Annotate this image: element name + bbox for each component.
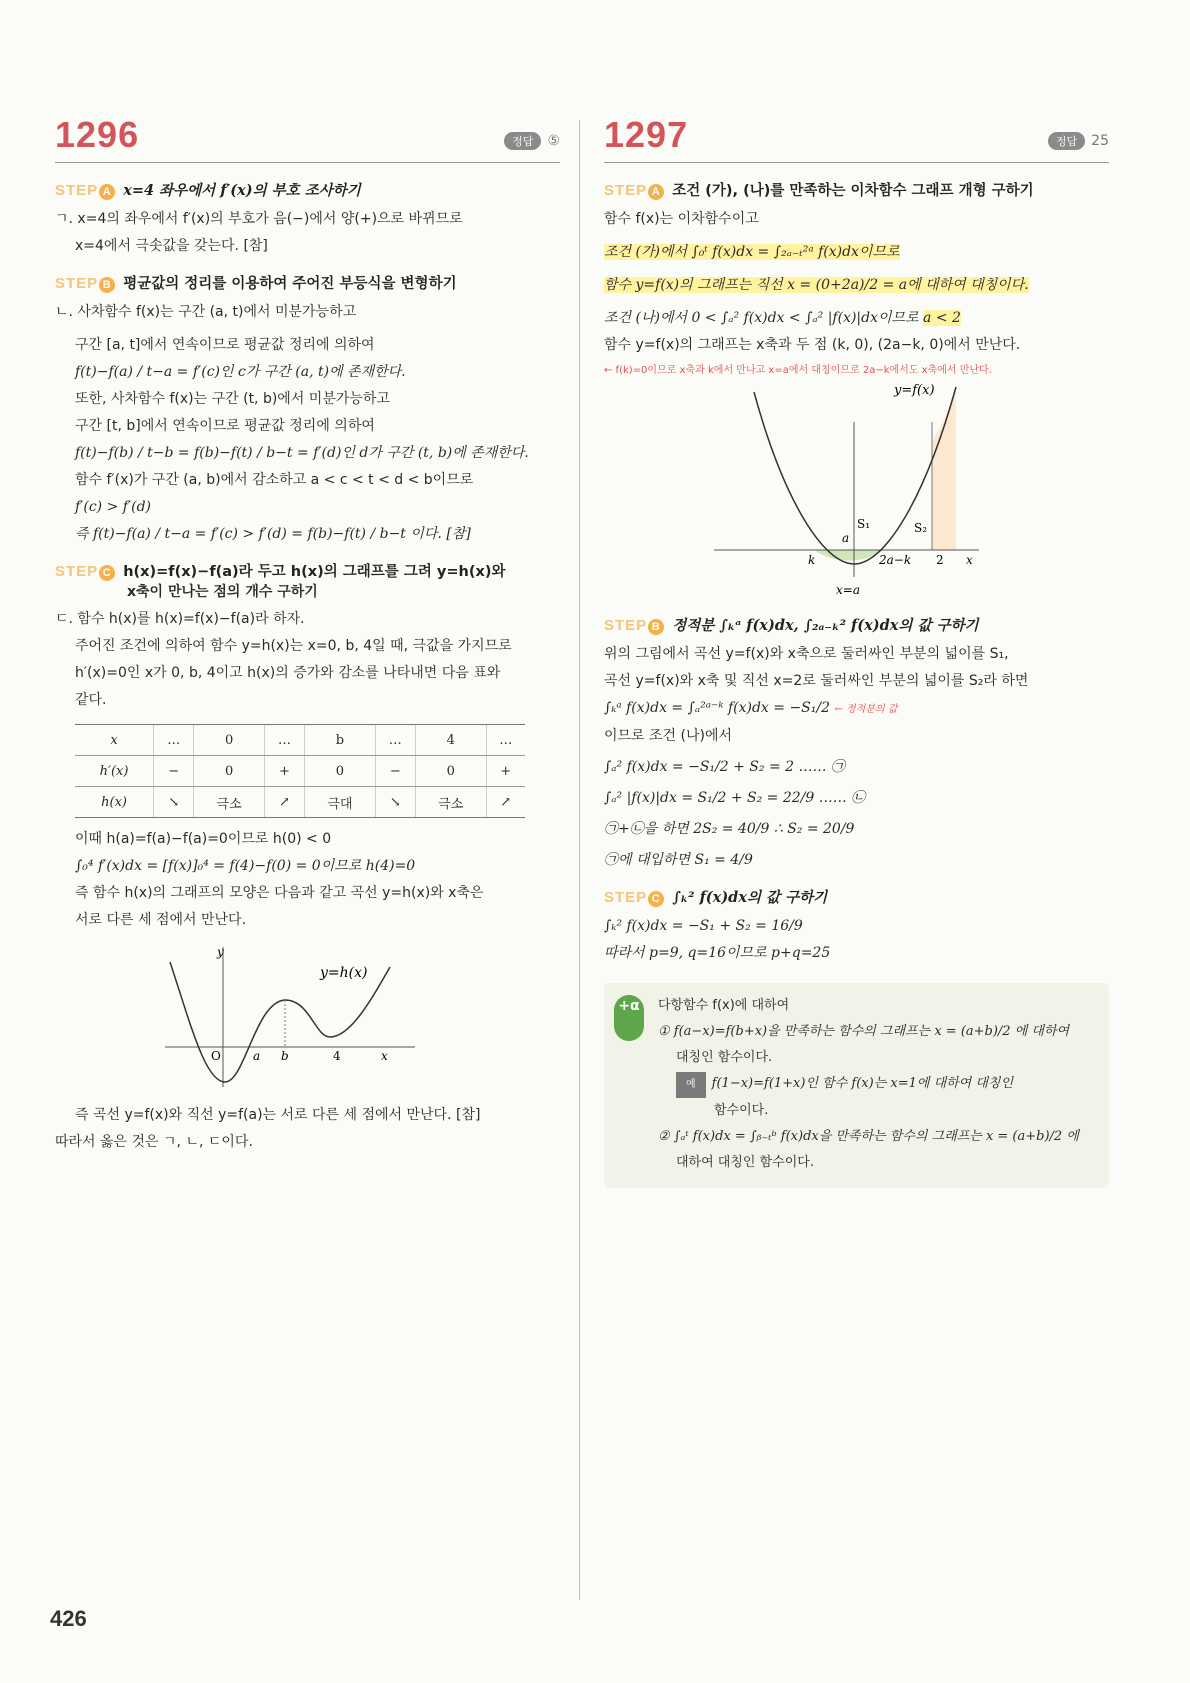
step-label: STEP C	[55, 563, 115, 581]
formula-line: f(t)−f(a) / t−a = f′(c)인 c가 구간 (a, t)에 존재한다.	[75, 364, 406, 380]
text-line: 주어진 조건에 의하여 함수 y=h(x)는 x=0, b, 4일 때, 극값을 가지므로	[75, 638, 512, 654]
curve-label: y=h(x)	[320, 965, 368, 981]
problem-number: 1297	[604, 114, 689, 155]
step-title: h(x)=f(x)−f(a)라 두고 h(x)의 그래프를 그려 y=h(x)와	[123, 564, 506, 580]
a-label: a	[253, 1049, 261, 1063]
text-line: 이때 h(a)=f(a)−f(a)=0이므로 h(0) < 0	[75, 831, 332, 847]
tip-line: 대칭인 함수이다.	[676, 1050, 773, 1065]
text-line: 함수 y=f(x)의 그래프는 직선 x = (0+2a)/2 = a에 대하여 대칭이다.	[604, 277, 1029, 293]
step-label: STEP A	[55, 182, 115, 200]
answer-tag: 정답	[504, 132, 541, 150]
page-number: 426	[50, 1606, 87, 1631]
text-line: 따라서 p=9, q=16이므로 p+q=25	[604, 945, 831, 961]
side-note: ← f(k)=0이므로 x축과 k에서 만나고 x=a에서 대칭이므로 2a−k에서도 x축에서 만난다.	[604, 365, 992, 376]
step-title: 정적분 ∫ₖᵃ f(x)dx, ∫₂ₐ₋ₖ² f(x)dx의 값 구하기	[672, 617, 979, 634]
tip-line: ② ∫ₐᵗ f(x)dx = ∫ᵦ₋ₜᵇ f(x)dx을 만족하는 함수의 그래프는 x = (a+b)/2 에	[658, 1129, 1079, 1144]
formula-line: ∫ₐ² |f(x)|dx = S₁/2 + S₂ = 22/9 …… ㉡	[604, 790, 866, 806]
variation-table	[75, 724, 525, 818]
text-line: 따라서 옳은 것은 ㄱ, ㄴ, ㄷ이다.	[55, 1134, 253, 1150]
axis-line-label: x=a	[836, 583, 860, 597]
b-label: b	[281, 1049, 289, 1063]
text-line: 조건 (나)에서 0 < ∫ₐ² f(x)dx < ∫ₐ² |f(x)|dx이므로 a < 2	[604, 310, 961, 326]
text-line: 함수 y=f(x)의 그래프는 x축과 두 점 (k, 0), (2a−k, 0)에서 만난다.	[604, 337, 1021, 353]
four-label: 4	[333, 1049, 341, 1063]
text-line: 즉 함수 h(x)의 그래프의 모양은 다음과 같고 곡선 y=h(x)와 x축은	[75, 885, 484, 901]
step-label: STEP B	[604, 617, 664, 635]
text-line: ㄱ. x=4의 좌우에서 f′(x)의 부호가 음(−)에서 양(+)으로 바뀌므로	[55, 211, 463, 227]
f-graph	[714, 382, 984, 602]
step-c-heading	[604, 886, 1109, 907]
text-line: 이므로 조건 (나)에서	[604, 728, 733, 744]
problem-header-1296	[55, 110, 560, 163]
text-line: 서로 다른 세 점에서 만난다.	[75, 912, 247, 928]
plus-alpha-badge: +α	[614, 995, 644, 1041]
example-tag: 예	[676, 1072, 706, 1098]
tip-head: 다항함수 f(x)에 대하여	[658, 998, 790, 1013]
step-b-heading	[604, 614, 1109, 635]
step-c-heading	[55, 560, 560, 581]
formula-line: ∫ₖᵃ f(x)dx = ∫ₐ²ᵃ⁻ᵏ f(x)dx = −S₁/2 ← 정적분의 값	[604, 700, 898, 716]
answer-value: ⑤	[547, 133, 560, 149]
x-axis-label: x	[381, 1049, 388, 1063]
tip-line: 대하여 대칭인 함수이다.	[676, 1155, 814, 1170]
table-row: x … 0 … b … 4 …	[75, 725, 525, 756]
tip-example: 예 f(1−x)=f(1+x)인 함수 f(x)는 x=1에 대하여 대칭인	[658, 1071, 1097, 1098]
two-label: 2	[936, 553, 944, 567]
formula-line: ㉠+㉡을 하면 2S₂ = 40/9 ∴ S₂ = 20/9	[604, 821, 855, 837]
step-title: x=4 좌우에서 f′(x)의 부호 조사하기	[123, 182, 361, 199]
step-a-heading	[604, 179, 1109, 200]
step-title: 조건 (가), (나)를 만족하는 이차함수 그래프 개형 구하기	[672, 183, 1034, 199]
step-title-cont: x축이 만나는 점의 개수 구하기	[127, 584, 318, 600]
text-line: 구간 [t, b]에서 연속이므로 평균값 정리에 의하여	[75, 418, 375, 434]
2a-k-label: 2a−k	[879, 553, 912, 567]
step-title: 평균값의 정리를 이용하여 주어진 부등식을 변형하기	[123, 276, 457, 292]
text-line: 같다.	[75, 692, 107, 708]
formula-line: ∫ₐ² f(x)dx = −S₁/2 + S₂ = 2 …… ㉠	[604, 759, 845, 775]
origin-label: O	[211, 1049, 221, 1063]
right-column	[604, 110, 1109, 1188]
text-line: ㄷ. 함수 h(x)를 h(x)=f(x)−f(a)라 하자.	[55, 611, 305, 627]
answer-badge	[1048, 132, 1109, 150]
a-label: a	[842, 531, 850, 545]
text-line: 구간 [a, t]에서 연속이므로 평균값 정리에 의하여	[75, 337, 375, 353]
problem-header-1297	[604, 110, 1109, 163]
step-label: STEP A	[604, 182, 664, 200]
text-line: 조건 (가)에서 ∫₀ᵗ f(x)dx = ∫₂ₐ₋ₜ²ᵃ f(x)dx이므로	[604, 244, 900, 260]
formula-line: ∫ₖ² f(x)dx = −S₁ + S₂ = 16/9	[604, 918, 803, 934]
tip-line: 함수이다.	[714, 1103, 769, 1118]
step-label: STEP C	[604, 889, 664, 907]
left-column	[55, 110, 560, 1156]
formula-line: ∫₀⁴ f′(x)dx = [f(x)]₀⁴ = f(4)−f(0) = 0이므로 h(4)=0	[75, 858, 416, 874]
text-line: x=4에서 극솟값을 갖는다. [참]	[75, 238, 268, 254]
answer-tag: 정답	[1048, 132, 1085, 150]
step-title: ∫ₖ² f(x)dx의 값 구하기	[672, 889, 828, 906]
text-line: 즉 곡선 y=f(x)와 직선 y=f(a)는 서로 다른 세 점에서 만난다. [참]	[75, 1107, 481, 1123]
answer-badge	[504, 132, 560, 150]
y-axis-label: y	[217, 945, 224, 959]
text-line: 또한, 사차함수 f(x)는 구간 (t, b)에서 미분가능하고	[75, 391, 390, 407]
text-line: 위의 그림에서 곡선 y=f(x)와 x축으로 둘러싸인 부분의 넓이를 S₁,	[604, 646, 1009, 662]
step-label: STEP B	[55, 275, 115, 293]
step-a-heading	[55, 179, 560, 200]
step-b-heading	[55, 272, 560, 293]
formula-line: f′(c) > f′(d)	[75, 499, 152, 515]
h-graph	[165, 942, 425, 1092]
formula-line: f(t)−f(b) / t−b = f(b)−f(t) / b−t = f′(d)인 d가 구간 (t, b)에 존재한다.	[75, 445, 529, 461]
table-row: h(x) ↘ 극소 ↗ 극대 ↘ 극소 ↗	[75, 787, 525, 818]
formula-line: 즉 f(t)−f(a) / t−a = f′(c) > f′(d) = f(b)−f(t) / b−t 이다. [참]	[75, 526, 471, 542]
curve-label: y=f(x)	[894, 383, 935, 398]
k-label: k	[808, 553, 816, 567]
answer-value: 25	[1091, 133, 1109, 149]
tip-box	[604, 983, 1109, 1188]
s2-label: S₂	[914, 521, 928, 535]
text-line: h′(x)=0인 x가 0, b, 4이고 h(x)의 증가와 감소를 나타내면 다음 표와	[75, 665, 501, 681]
tip-line: ① f(a−x)=f(b+x)을 만족하는 함수의 그래프는 x = (a+b)/2 에 대하여	[658, 1024, 1070, 1039]
text-line: ㄴ. 사차함수 f(x)는 구간 (a, t)에서 미분가능하고	[55, 304, 357, 320]
s1-label: S₁	[857, 517, 871, 531]
table-row: h′(x) − 0 + 0 − 0 +	[75, 756, 525, 787]
problem-number: 1296	[55, 114, 140, 155]
text-line: 함수 f(x)는 이차함수이고	[604, 211, 759, 227]
text-line: 곡선 y=f(x)와 x축 및 직선 x=2로 둘러싸인 부분의 넓이를 S₂라 하면	[604, 673, 1029, 689]
formula-line: ㉠에 대입하면 S₁ = 4/9	[604, 852, 753, 868]
text-line: 함수 f′(x)가 구간 (a, b)에서 감소하고 a < c < t < d < b이므로	[75, 472, 474, 488]
x-axis-label: x	[966, 553, 973, 567]
column-divider	[579, 120, 580, 1600]
